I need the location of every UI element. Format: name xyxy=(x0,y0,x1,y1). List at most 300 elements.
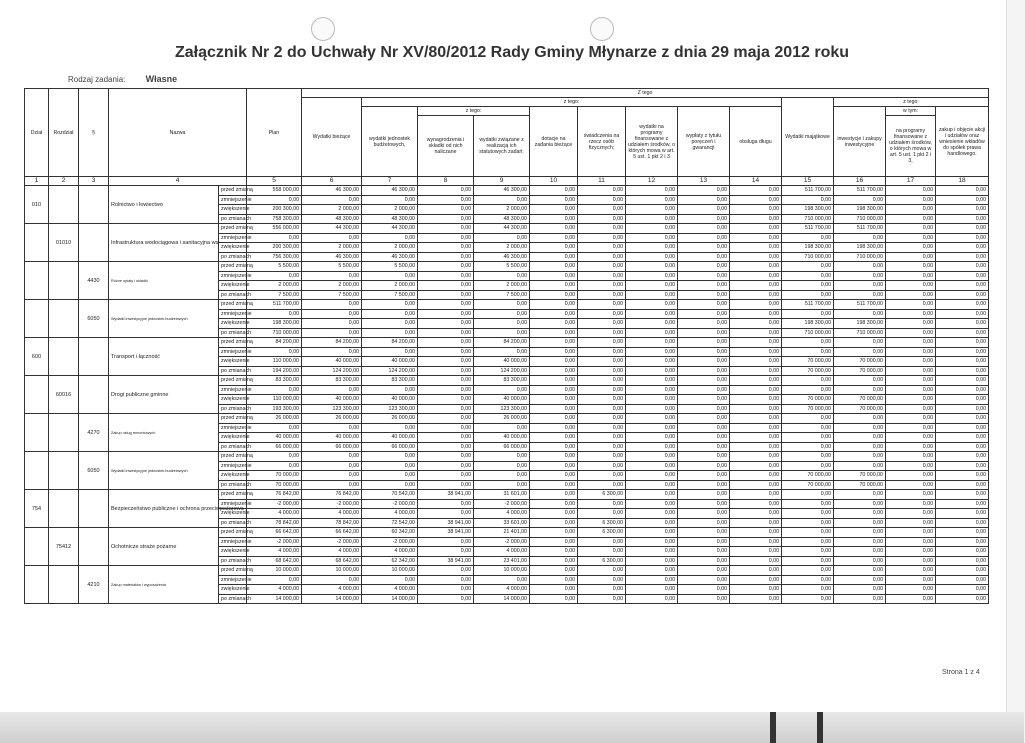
value-cell: 0,00 xyxy=(782,461,834,471)
value-cell: 0,00 xyxy=(362,575,418,585)
dzial-cell xyxy=(25,566,49,604)
value-cell: 31 601,00 xyxy=(474,490,530,500)
value-cell: 0,00 xyxy=(936,366,989,376)
value-cell: 70 000,00 xyxy=(782,395,834,405)
value-cell: 0,00 xyxy=(626,309,678,319)
value-cell: 0,00 xyxy=(782,528,834,538)
value-cell: 511 700,00 xyxy=(834,224,886,234)
value-cell: 0,00 xyxy=(782,556,834,566)
value-cell: 0,00 xyxy=(730,319,782,329)
value-cell: 0,00 xyxy=(678,528,730,538)
value-cell: 124 200,00 xyxy=(362,366,418,376)
value-cell: 0,00 xyxy=(678,243,730,253)
value-cell: 0,00 xyxy=(936,338,989,348)
value-cell: 0,00 xyxy=(678,385,730,395)
row-type-label: przed zmianą xyxy=(219,490,247,500)
value-cell: 0,00 xyxy=(626,195,678,205)
row-type-label: po zmianach xyxy=(219,518,247,528)
value-cell: 0,00 xyxy=(418,309,474,319)
value-cell: 0,00 xyxy=(936,594,989,604)
value-cell: 0,00 xyxy=(418,366,474,376)
value-cell: 0,00 xyxy=(730,328,782,338)
value-cell: 0,00 xyxy=(936,471,989,481)
paragraf-cell xyxy=(79,338,109,376)
value-cell: 0,00 xyxy=(247,271,302,281)
value-cell: 2 000,00 xyxy=(362,281,418,291)
value-cell: 0,00 xyxy=(678,271,730,281)
value-cell: 0,00 xyxy=(886,338,936,348)
value-cell: 0,00 xyxy=(247,575,302,585)
value-cell: 0,00 xyxy=(936,461,989,471)
value-cell: 0,00 xyxy=(782,233,834,243)
value-cell: 0,00 xyxy=(418,499,474,509)
row-type-label: przed zmianą xyxy=(219,376,247,386)
value-cell: 0,00 xyxy=(530,385,578,395)
value-cell: 0,00 xyxy=(418,319,474,329)
value-cell: 0,00 xyxy=(730,518,782,528)
row-type-label: przed zmianą xyxy=(219,566,247,576)
value-cell: 2 000,00 xyxy=(362,205,418,215)
value-cell: 4 000,00 xyxy=(302,509,362,519)
value-cell: 0,00 xyxy=(530,480,578,490)
col-wydatki-jednostek: wydatki jednostek budżetowych, xyxy=(362,107,418,177)
value-cell: 0,00 xyxy=(782,594,834,604)
value-cell: 0,00 xyxy=(474,195,530,205)
col-plan: Plan xyxy=(247,89,302,177)
value-cell: 0,00 xyxy=(530,262,578,272)
value-cell: 0,00 xyxy=(578,281,626,291)
value-cell: 40 000,00 xyxy=(302,433,362,443)
value-cell: 78 842,00 xyxy=(247,518,302,528)
value-cell: 0,00 xyxy=(474,452,530,462)
value-cell: 0,00 xyxy=(678,309,730,319)
value-cell: 0,00 xyxy=(936,423,989,433)
value-cell: 198 300,00 xyxy=(834,319,886,329)
nazwa-cell: Różne opłaty i składki xyxy=(109,262,219,300)
value-cell: 0,00 xyxy=(530,471,578,481)
value-cell: 0,00 xyxy=(418,385,474,395)
value-cell: 0,00 xyxy=(302,461,362,471)
value-cell: 0,00 xyxy=(418,300,474,310)
value-cell: 40 000,00 xyxy=(474,433,530,443)
value-cell: 0,00 xyxy=(418,376,474,386)
value-cell: 84 200,00 xyxy=(247,338,302,348)
value-cell: 4 000,00 xyxy=(247,509,302,519)
value-cell: 0,00 xyxy=(678,442,730,452)
table-row xyxy=(25,452,989,462)
value-cell: 0,00 xyxy=(418,433,474,443)
value-cell: 66 000,00 xyxy=(302,442,362,452)
value-cell: 0,00 xyxy=(886,594,936,604)
dzial-cell xyxy=(25,224,49,262)
row-type-label: zwiększenie xyxy=(219,433,247,443)
value-cell: 0,00 xyxy=(578,205,626,215)
value-cell: 198 300,00 xyxy=(834,243,886,253)
value-cell: 0,00 xyxy=(418,290,474,300)
row-type-label: po zmianach xyxy=(219,480,247,490)
value-cell: 0,00 xyxy=(626,537,678,547)
value-cell: 0,00 xyxy=(626,575,678,585)
rozdzial-cell: 75412 xyxy=(49,528,79,566)
value-cell: 0,00 xyxy=(362,385,418,395)
value-cell: 0,00 xyxy=(886,328,936,338)
value-cell: 0,00 xyxy=(362,271,418,281)
value-cell: 0,00 xyxy=(578,414,626,424)
value-cell: 0,00 xyxy=(730,271,782,281)
value-cell: 0,00 xyxy=(578,233,626,243)
rozdzial-cell xyxy=(49,300,79,338)
value-cell: 0,00 xyxy=(578,385,626,395)
value-cell: 0,00 xyxy=(834,575,886,585)
value-cell: 0,00 xyxy=(678,300,730,310)
column-number: 17 xyxy=(886,177,936,186)
rozdzial-cell xyxy=(49,414,79,452)
row-type-label: po zmianach xyxy=(219,404,247,414)
value-cell: 0,00 xyxy=(834,499,886,509)
value-cell: 0,00 xyxy=(886,575,936,585)
value-cell: 110 000,00 xyxy=(247,395,302,405)
value-cell: 0,00 xyxy=(834,262,886,272)
value-cell: 511 700,00 xyxy=(834,186,886,196)
value-cell: 0,00 xyxy=(730,290,782,300)
value-cell: 0,00 xyxy=(530,224,578,234)
value-cell: 0,00 xyxy=(886,243,936,253)
value-cell: 198 300,00 xyxy=(247,319,302,329)
col-rozdzial: Rozdział xyxy=(49,89,79,177)
value-cell: 0,00 xyxy=(247,461,302,471)
value-cell: 48 300,00 xyxy=(474,214,530,224)
value-cell: 0,00 xyxy=(578,366,626,376)
paragraf-cell: 4270 xyxy=(79,414,109,452)
value-cell: 0,00 xyxy=(626,376,678,386)
value-cell: 0,00 xyxy=(886,518,936,528)
value-cell: 0,00 xyxy=(936,319,989,329)
value-cell: 0,00 xyxy=(626,404,678,414)
value-cell: 0,00 xyxy=(362,480,418,490)
dzial-cell: 600 xyxy=(25,338,49,376)
row-type-label: zmniejszenie xyxy=(219,309,247,319)
value-cell: 0,00 xyxy=(886,404,936,414)
value-cell: 198 300,00 xyxy=(834,205,886,215)
value-cell: 0,00 xyxy=(730,452,782,462)
value-cell: 0,00 xyxy=(578,328,626,338)
col-obsluga: obsługa długu xyxy=(730,107,782,177)
value-cell: 0,00 xyxy=(626,480,678,490)
value-cell: 0,00 xyxy=(782,490,834,500)
value-cell: 0,00 xyxy=(782,309,834,319)
row-type-label: zwiększenie xyxy=(219,471,247,481)
value-cell: 6 300,00 xyxy=(578,518,626,528)
value-cell: 0,00 xyxy=(530,594,578,604)
value-cell: 68 642,00 xyxy=(247,556,302,566)
rozdzial-cell xyxy=(49,452,79,490)
nazwa-cell: Drogi publiczne gminne xyxy=(109,376,219,414)
value-cell: 26 000,00 xyxy=(474,414,530,424)
value-cell: 0,00 xyxy=(362,328,418,338)
value-cell: 0,00 xyxy=(474,328,530,338)
dzial-cell xyxy=(25,452,49,490)
value-cell: 511 700,00 xyxy=(782,300,834,310)
value-cell: 0,00 xyxy=(886,537,936,547)
value-cell: 0,00 xyxy=(886,357,936,367)
value-cell: 0,00 xyxy=(626,461,678,471)
paragraf-cell: 6050 xyxy=(79,452,109,490)
value-cell: 70 000,00 xyxy=(782,357,834,367)
value-cell: 0,00 xyxy=(626,300,678,310)
value-cell: 78 842,00 xyxy=(302,518,362,528)
col-z-tego: Z tego xyxy=(302,89,989,98)
value-cell: 0,00 xyxy=(247,309,302,319)
col-dotacje: dotacje na zadania bieżące xyxy=(530,107,578,177)
value-cell: 0,00 xyxy=(474,471,530,481)
value-cell: 83 300,00 xyxy=(474,376,530,386)
row-type-label: zwiększenie xyxy=(219,281,247,291)
value-cell: 0,00 xyxy=(678,490,730,500)
value-cell: 123 300,00 xyxy=(474,404,530,414)
value-cell: 0,00 xyxy=(626,385,678,395)
value-cell: 0,00 xyxy=(834,518,886,528)
value-cell: 0,00 xyxy=(782,566,834,576)
column-number: 4 xyxy=(109,177,247,186)
value-cell: 0,00 xyxy=(418,357,474,367)
value-cell: 0,00 xyxy=(834,376,886,386)
value-cell: 0,00 xyxy=(362,452,418,462)
value-cell: 0,00 xyxy=(936,499,989,509)
value-cell: 0,00 xyxy=(678,366,730,376)
value-cell: 0,00 xyxy=(730,357,782,367)
value-cell: 0,00 xyxy=(782,338,834,348)
paragraf-cell xyxy=(79,490,109,528)
value-cell: 0,00 xyxy=(418,547,474,557)
value-cell: 198 300,00 xyxy=(782,319,834,329)
value-cell: 0,00 xyxy=(678,233,730,243)
row-type-label: po zmianach xyxy=(219,366,247,376)
paragraf-cell xyxy=(79,376,109,414)
value-cell: 0,00 xyxy=(302,385,362,395)
value-cell: 0,00 xyxy=(247,452,302,462)
value-cell: 83 300,00 xyxy=(247,376,302,386)
value-cell: 0,00 xyxy=(678,347,730,357)
value-cell: 70 000,00 xyxy=(834,357,886,367)
value-cell: 46 300,00 xyxy=(362,252,418,262)
value-cell: 0,00 xyxy=(936,518,989,528)
value-cell: 4 000,00 xyxy=(302,585,362,595)
col-wynagrodzenia: wynagrodzenia i składki od nich naliczane xyxy=(418,116,474,177)
value-cell: 2 000,00 xyxy=(474,243,530,253)
value-cell: 44 300,00 xyxy=(474,224,530,234)
value-cell: 0,00 xyxy=(418,414,474,424)
value-cell: 0,00 xyxy=(730,528,782,538)
value-cell: 70 000,00 xyxy=(834,395,886,405)
value-cell: 710 000,00 xyxy=(782,214,834,224)
col-wydatki-zwiazane: wydatki związane z realizacją ich statutowych zadań; xyxy=(474,116,530,177)
value-cell: 0,00 xyxy=(834,271,886,281)
value-cell: 0,00 xyxy=(302,575,362,585)
value-cell: 0,00 xyxy=(474,347,530,357)
value-cell: 0,00 xyxy=(782,281,834,291)
value-cell: 0,00 xyxy=(578,262,626,272)
value-cell: 511 700,00 xyxy=(247,300,302,310)
row-type-label: zmniejszenie xyxy=(219,423,247,433)
column-number: 16 xyxy=(834,177,886,186)
row-type-label: zwiększenie xyxy=(219,585,247,595)
task-type-label: Rodzaj zadania: xyxy=(68,75,126,84)
value-cell: 0,00 xyxy=(936,452,989,462)
value-cell: 7 500,00 xyxy=(302,290,362,300)
value-cell: 0,00 xyxy=(936,585,989,595)
table-row xyxy=(25,414,989,424)
value-cell: 0,00 xyxy=(936,186,989,196)
value-cell: 0,00 xyxy=(418,338,474,348)
value-cell: 511 700,00 xyxy=(834,300,886,310)
value-cell: 0,00 xyxy=(782,290,834,300)
table-row xyxy=(25,224,989,234)
nazwa-cell: Rolnictwo i łowiectwo xyxy=(109,186,219,224)
value-cell: 0,00 xyxy=(530,319,578,329)
value-cell: 0,00 xyxy=(626,319,678,329)
value-cell: 14 000,00 xyxy=(302,594,362,604)
value-cell: 0,00 xyxy=(936,290,989,300)
rozdzial-cell xyxy=(49,186,79,224)
value-cell: 198 300,00 xyxy=(782,243,834,253)
value-cell: 710 000,00 xyxy=(247,328,302,338)
value-cell: 0,00 xyxy=(418,214,474,224)
value-cell: 70 000,00 xyxy=(247,471,302,481)
value-cell: 0,00 xyxy=(886,319,936,329)
row-type-label: zwiększenie xyxy=(219,357,247,367)
value-cell: 0,00 xyxy=(302,347,362,357)
value-cell: 0,00 xyxy=(418,585,474,595)
value-cell: 0,00 xyxy=(730,233,782,243)
value-cell: 0,00 xyxy=(834,452,886,462)
value-cell: 0,00 xyxy=(530,376,578,386)
value-cell: 40 000,00 xyxy=(474,357,530,367)
paragraf-cell xyxy=(79,186,109,224)
scan-right-edge xyxy=(1006,0,1025,743)
value-cell: 0,00 xyxy=(936,309,989,319)
value-cell: 0,00 xyxy=(886,528,936,538)
value-cell: 0,00 xyxy=(678,556,730,566)
value-cell: 0,00 xyxy=(302,452,362,462)
value-cell: 2 000,00 xyxy=(247,281,302,291)
value-cell: 38 941,00 xyxy=(418,490,474,500)
value-cell: 0,00 xyxy=(730,243,782,253)
value-cell: 0,00 xyxy=(678,281,730,291)
value-cell: 4 000,00 xyxy=(474,585,530,595)
paragraf-cell: 4430 xyxy=(79,262,109,300)
value-cell: 40 000,00 xyxy=(362,395,418,405)
value-cell: 66 000,00 xyxy=(474,442,530,452)
value-cell: 0,00 xyxy=(886,300,936,310)
value-cell: 0,00 xyxy=(530,195,578,205)
value-cell: 0,00 xyxy=(886,281,936,291)
value-cell: 0,00 xyxy=(678,414,730,424)
column-number: 9 xyxy=(474,177,530,186)
value-cell: -2 000,00 xyxy=(247,537,302,547)
value-cell: 0,00 xyxy=(530,518,578,528)
value-cell: 0,00 xyxy=(886,471,936,481)
value-cell: 84 200,00 xyxy=(362,338,418,348)
value-cell: 0,00 xyxy=(678,547,730,557)
value-cell: 0,00 xyxy=(886,585,936,595)
value-cell: 0,00 xyxy=(730,547,782,557)
value-cell: 70 000,00 xyxy=(782,366,834,376)
value-cell: 70 000,00 xyxy=(834,480,886,490)
value-cell: 0,00 xyxy=(730,262,782,272)
value-cell: 0,00 xyxy=(936,385,989,395)
value-cell: 0,00 xyxy=(530,575,578,585)
value-cell: 44 300,00 xyxy=(302,224,362,234)
value-cell: 0,00 xyxy=(886,214,936,224)
dzial-cell xyxy=(25,376,49,414)
value-cell: 0,00 xyxy=(730,385,782,395)
value-cell: 0,00 xyxy=(530,233,578,243)
value-cell: 66 000,00 xyxy=(247,442,302,452)
value-cell: 0,00 xyxy=(678,480,730,490)
value-cell: 0,00 xyxy=(782,433,834,443)
value-cell: 0,00 xyxy=(626,281,678,291)
value-cell: 0,00 xyxy=(578,433,626,443)
value-cell: 70 000,00 xyxy=(834,471,886,481)
value-cell: 0,00 xyxy=(302,233,362,243)
value-cell: 38 941,00 xyxy=(418,528,474,538)
col-wydatki-programy: wydatki na programy finansowane z udziałem środków, o których mowa w art. 5 ust. 1 pkt 2 i 3 xyxy=(626,107,678,177)
value-cell: 0,00 xyxy=(530,452,578,462)
value-cell: 0,00 xyxy=(834,528,886,538)
value-cell: 21 401,00 xyxy=(474,528,530,538)
row-type-label: przed zmianą xyxy=(219,338,247,348)
value-cell: 0,00 xyxy=(730,224,782,234)
value-cell: 0,00 xyxy=(578,319,626,329)
value-cell: 0,00 xyxy=(886,385,936,395)
value-cell: 33 601,00 xyxy=(474,518,530,528)
value-cell: 0,00 xyxy=(362,471,418,481)
value-cell: 0,00 xyxy=(936,376,989,386)
row-type-label: zmniejszenie xyxy=(219,271,247,281)
value-cell: 0,00 xyxy=(626,357,678,367)
value-cell: 0,00 xyxy=(578,252,626,262)
column-number: 13 xyxy=(678,177,730,186)
value-cell: 193 300,00 xyxy=(247,404,302,414)
value-cell: 0,00 xyxy=(730,414,782,424)
document-title: Załącznik Nr 2 do Uchwały Nr XV/80/2012 Rady Gminy Młynarze z dnia 29 maja 2012 roku xyxy=(174,44,850,61)
value-cell: 0,00 xyxy=(626,205,678,215)
task-type-value: Własne xyxy=(145,74,178,84)
value-cell: 0,00 xyxy=(782,537,834,547)
value-cell: 0,00 xyxy=(834,281,886,291)
value-cell: 0,00 xyxy=(886,461,936,471)
value-cell: 84 200,00 xyxy=(474,338,530,348)
value-cell: 0,00 xyxy=(530,414,578,424)
value-cell: 0,00 xyxy=(782,452,834,462)
value-cell: 48 300,00 xyxy=(362,214,418,224)
value-cell: 110 000,00 xyxy=(247,357,302,367)
value-cell: 0,00 xyxy=(834,490,886,500)
value-cell: 0,00 xyxy=(530,300,578,310)
value-cell: 0,00 xyxy=(782,347,834,357)
value-cell: 0,00 xyxy=(474,271,530,281)
value-cell: 0,00 xyxy=(626,328,678,338)
rozdzial-cell xyxy=(49,262,79,300)
value-cell: 0,00 xyxy=(782,499,834,509)
value-cell: 0,00 xyxy=(418,243,474,253)
value-cell: 0,00 xyxy=(626,366,678,376)
value-cell: 0,00 xyxy=(936,528,989,538)
value-cell: 0,00 xyxy=(834,442,886,452)
value-cell: 0,00 xyxy=(418,537,474,547)
value-cell: 0,00 xyxy=(578,186,626,196)
value-cell: 26 000,00 xyxy=(247,414,302,424)
